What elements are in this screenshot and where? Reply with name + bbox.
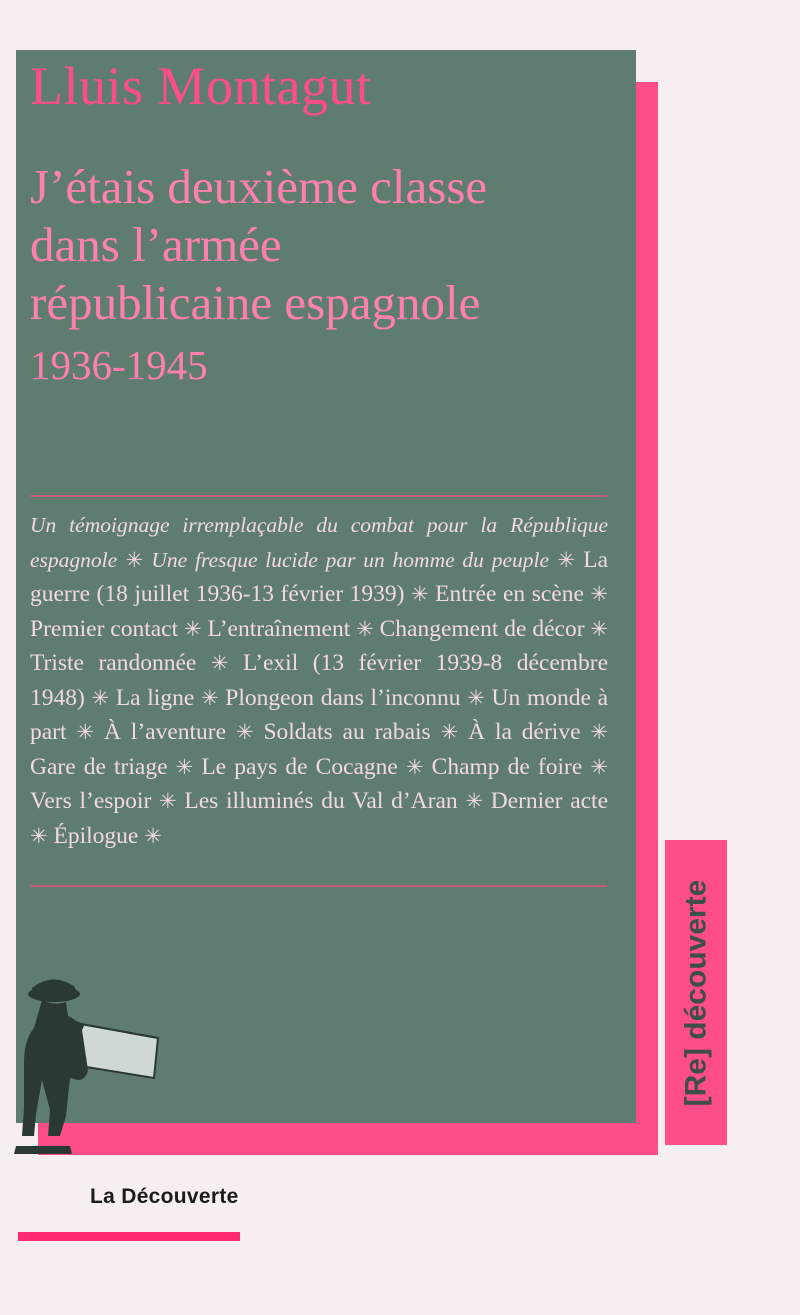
separator-icon: ✳	[590, 616, 609, 641]
separator-icon: ✳	[557, 547, 575, 572]
title-line-3: républicaine espagnole	[30, 274, 481, 330]
separator-icon: ✳	[159, 789, 177, 814]
contents-item: Champ de foire	[431, 753, 583, 780]
title-years: 1936-1945	[30, 342, 208, 389]
contents-item: Le pays de Cocagne	[201, 753, 398, 780]
soldier-illustration-icon	[8, 960, 198, 1160]
contents-item: L’entraînement	[207, 615, 351, 642]
blurb-and-contents	[30, 508, 608, 853]
author-name: Lluis Montagut	[30, 56, 372, 116]
title-line-1: J’étais deuxième classe	[30, 159, 488, 214]
separator-icon: ✳	[411, 582, 429, 607]
contents-item: Premier contact	[30, 615, 179, 642]
title-line-2: dans l’armée	[30, 216, 282, 272]
collection-label: [Re] découverte	[679, 879, 713, 1106]
contents-item: Triste randonnée	[30, 650, 197, 677]
contents-item: À la dérive	[468, 719, 581, 746]
contents-item: Dernier acte	[490, 788, 609, 815]
contents-item: À l’aventure	[103, 719, 227, 746]
divider-bottom	[30, 885, 607, 887]
separator-icon: ✳	[91, 685, 110, 710]
separator-icon: ✳	[590, 582, 608, 607]
contents-item: Soldats au rabais	[263, 719, 431, 746]
blurb-italic-1: Un témoignage irremplaçable du combat pour la République espagnole	[30, 513, 608, 572]
contents-item: La ligne	[115, 684, 195, 711]
separator-icon: ✳	[590, 720, 609, 745]
contents-item: Vers l’espoir	[30, 788, 152, 815]
contents-item: Un monde à part	[30, 684, 609, 746]
separator-icon: ✳	[200, 685, 219, 710]
separator-icon: ✳	[125, 547, 144, 572]
contents-item: Épilogue	[53, 822, 139, 849]
separator-icon: ✳	[356, 616, 374, 641]
contents-item: Les illuminés du Val d’Aran	[184, 788, 458, 815]
separator-icon: ✳	[235, 720, 254, 745]
separator-icon: ✳	[144, 823, 162, 848]
separator-icon: ✳	[30, 823, 48, 848]
publisher-underline	[18, 1232, 240, 1241]
separator-icon: ✳	[184, 616, 202, 641]
separator-icon: ✳	[467, 685, 485, 710]
contents-item: Gare de triage	[30, 753, 168, 780]
contents-item: Changement de décor	[379, 615, 585, 642]
divider-top	[30, 495, 607, 497]
separator-icon: ✳	[465, 789, 483, 814]
collection-label-wrapper	[665, 840, 727, 1145]
contents-item: Entrée en scène	[435, 581, 584, 608]
contents-item: Plongeon dans l’inconnu	[225, 684, 461, 711]
separator-icon: ✳	[210, 651, 229, 676]
separator-icon: ✳	[175, 754, 194, 779]
blurb-italic-2: Une fresque lucide par un homme du peuple	[151, 547, 550, 572]
book-title	[30, 158, 605, 390]
contents-item: L’exil (13 février 1939-8 décembre 1948)	[30, 650, 609, 711]
separator-icon: ✳	[440, 720, 459, 745]
separator-icon: ✳	[590, 754, 608, 779]
publisher-name: La Découverte	[90, 1185, 239, 1208]
separator-icon: ✳	[76, 720, 95, 745]
separator-icon: ✳	[405, 754, 424, 779]
contents-item: La guerre (18 juillet 1936-13 février 1939)	[30, 546, 609, 608]
